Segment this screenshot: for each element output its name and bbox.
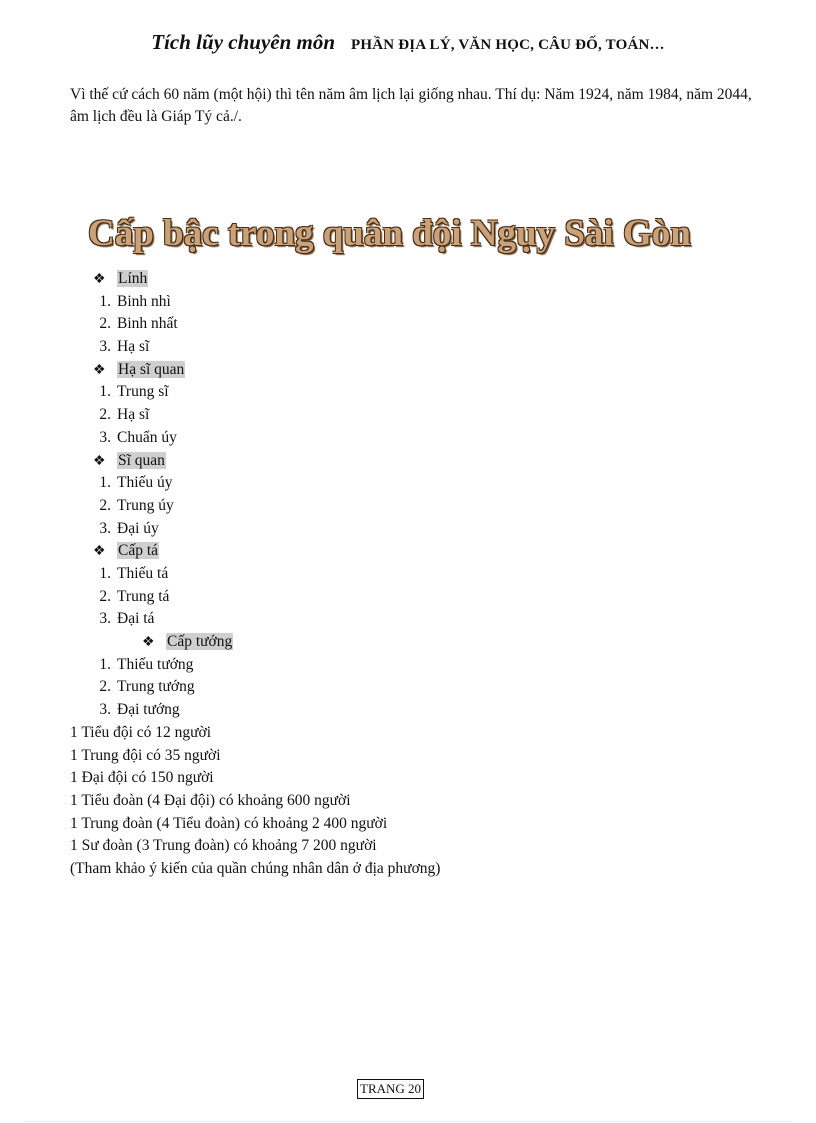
document-title: Cấp bậc trong quân đội Ngụy Sài Gòn [88,213,691,254]
rank-group-heading [93,631,233,654]
rank-item [93,336,233,359]
item-label: Thiếu tướng [117,655,194,673]
rank-item [93,495,233,518]
item-number: 1. [99,292,111,310]
rank-group-heading [93,450,233,473]
fact-line: 1 Sư đoàn (3 Trung đoàn) có khoảng 7 200 người [70,837,377,855]
item-number: 2. [99,406,111,424]
item-label: Trung úy [117,496,174,514]
rank-item [93,427,233,450]
item-number: 2. [99,315,111,333]
item-label: Trung tướng [117,678,195,696]
rank-list [93,268,233,722]
item-number: 1. [99,655,111,673]
fact-line: 1 Tiểu đoàn (4 Đại đội) có khoảng 600 người [70,792,351,810]
item-label: Trung sĩ [117,383,169,401]
item-number: 1. [99,474,111,492]
item-label: Binh nhì [117,292,171,310]
item-label: Đại tướng [117,701,180,719]
rank-group-label: Cấp tướng [167,633,233,650]
rank-item [93,381,233,404]
item-label: Hạ sĩ [117,338,150,356]
page-bottom-divider [25,1121,791,1122]
fact-line: 1 Tiểu đội có 12 người [70,724,212,741]
rank-item [93,676,233,699]
item-number: 1. [99,564,111,582]
item-label: Thiếu úy [117,474,173,492]
item-label: Hạ sĩ [117,406,150,424]
page-number: TRANG 20 [357,1079,424,1099]
diamond-bullet-icon: ❖ [93,362,106,378]
rank-item [93,563,233,586]
rank-group-label: Lính [118,270,148,287]
rank-item [93,291,233,314]
diamond-bullet-icon: ❖ [93,272,106,287]
rank-group-label: Sĩ quan [118,451,165,469]
source-note: (Tham khảo ý kiến của quần chúng nhân dân ở địa phương) [70,860,441,878]
rank-group-heading [93,359,233,382]
fact-line: 1 Đại đội có 150 người [70,769,214,787]
fact-line: 1 Trung đội có 35 người [70,746,221,764]
rank-item [93,404,233,427]
rank-item [93,313,233,336]
item-label: Chuẩn úy [117,428,177,446]
fact-line: 1 Trung đoàn (4 Tiểu đoàn) có khoảng 2 400 người [70,814,388,832]
item-label: Đại tá [117,610,155,628]
unit-size-list [70,722,440,881]
rank-item [93,472,233,495]
rank-group-heading [93,268,233,291]
rank-item [93,654,233,677]
item-number: 2. [99,496,111,514]
item-label: Trung tá [117,587,170,605]
item-number: 1. [99,383,111,401]
rank-item [93,586,233,609]
rank-group-label: Hạ sĩ quan [118,360,185,378]
item-number: 2. [99,587,111,605]
rank-item [93,699,233,722]
header-italic-title: Tích lũy chuyên môn [151,30,336,54]
item-number: 3. [99,519,111,537]
item-number: 3. [99,338,111,356]
rank-item [93,518,233,541]
item-number: 3. [99,610,111,628]
item-number: 2. [99,678,111,696]
item-number: 3. [99,428,111,446]
diamond-bullet-icon: ❖ [93,544,106,560]
item-label: Đại úy [117,519,159,537]
rank-item [93,608,233,631]
rank-group-heading [93,540,233,563]
item-number: 3. [99,701,111,719]
page-header [0,30,816,55]
diamond-bullet-icon: ❖ [142,635,155,650]
item-label: Thiếu tá [117,564,169,582]
item-label: Binh nhất [117,315,178,333]
header-caps-title: PHẦN ĐỊA LÝ, VĂN HỌC, CÂU ĐỐ, TOÁN… [351,37,665,53]
rank-group-label: Cấp tá [118,542,159,560]
diamond-bullet-icon: ❖ [93,453,106,469]
intro-paragraph: Vì thế cứ cách 60 năm (một hội) thì tên năm âm lịch lại giống nhau. Thí dụ: Năm 1924, năm 1984, năm 2044, âm lịch đều là Giáp Tý cả./. [70,86,752,125]
